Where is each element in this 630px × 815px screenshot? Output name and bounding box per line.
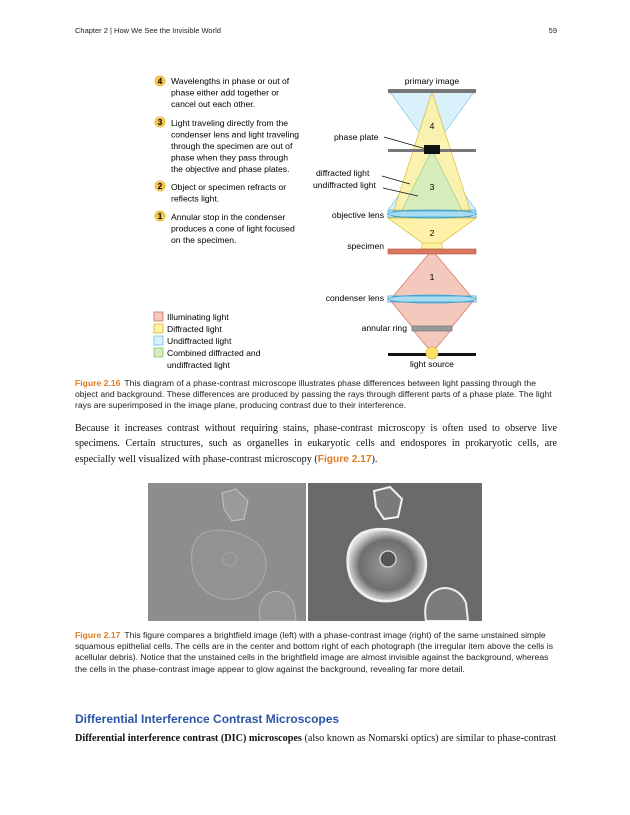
svg-text:through the specimen are out o: through the specimen are out of (171, 141, 293, 151)
step-4-line-2: phase either add together or (171, 87, 279, 98)
svg-text:2: 2 (157, 182, 163, 191)
label-primary-image: primary image (404, 76, 460, 86)
svg-text:Diffracted light: Diffracted light (167, 324, 222, 334)
figure-2-16-caption (75, 378, 557, 412)
step-3 (155, 117, 300, 175)
figure-2-17-caption (75, 630, 557, 675)
step-4-line-1: Wavelengths in phase or out of (171, 76, 290, 86)
label-undiffracted-light: undiffracted light (313, 180, 376, 190)
svg-text:Light traveling directly from: Light traveling directly from the (171, 118, 289, 128)
label-light-source: light source (410, 359, 454, 369)
svg-text:on the specimen.: on the specimen. (171, 235, 237, 245)
step-4 (155, 76, 290, 110)
zone-3: 3 (429, 182, 435, 192)
label-condenser-lens: condenser lens (325, 293, 384, 303)
legend (154, 312, 261, 370)
zone-4: 4 (429, 121, 435, 131)
svg-text:3: 3 (157, 118, 163, 127)
svg-text:1: 1 (157, 212, 163, 221)
figure-2-17-text: This figure compares a brightfield image (left) with a phase-contrast image (right) of the same unstained simple squamous epithelial cells. The cells are in the center and bottom right of each photograph (the irregular item above the cells is acellular debris). Notice that the unstained cells in the brightfield image are almost invisible against the background, whereas the cells in the phase-contrast image appear to glow against the background, revealing far more detail. (75, 630, 554, 674)
svg-text:4: 4 (157, 77, 163, 86)
paragraph-1: Because it increases contrast without requiring stains, phase-contrast microscopy is often used to observe live specimens. Certain structures, such as organelles in eukaryotic cells and endospores in prokaryotic cells, are especially well visualized with phase-contrast microscopy (Figure 2.17). (75, 423, 557, 465)
svg-text:Undiffracted light: Undiffracted light (167, 336, 232, 346)
zone-1: 1 (429, 272, 435, 282)
label-annular-ring: annular ring (361, 323, 407, 333)
figure-2-16-text: This diagram of a phase-contrast microscope illustrates phase differences between light passing through the object and background. These differences are produced by passing the rays through different parts of a phase plate. The light rays are superimposed in the image plane, producing contrast due to their interference. (75, 378, 552, 411)
page-number: 59 (548, 26, 557, 35)
label-objective-lens: objective lens (331, 210, 384, 220)
dic-term: Differential interference contrast (DIC) microscopes (75, 733, 302, 744)
svg-text:phase when they pass through: phase when they pass through (171, 152, 289, 163)
label-diffracted-light: diffracted light (316, 168, 370, 178)
zone-2: 2 (429, 228, 435, 238)
svg-text:the objective and phase plates: the objective and phase plates. (171, 164, 290, 174)
svg-text:Annular stop in the condenser: Annular stop in the condenser (171, 212, 286, 222)
svg-text:undiffracted light: undiffracted light (167, 360, 230, 370)
label-specimen: specimen (347, 241, 384, 251)
svg-text:Illuminating light: Illuminating light (167, 312, 229, 322)
svg-text:condenser lens and light trave: condenser lens and light traveling (171, 129, 300, 140)
step-2 (155, 181, 287, 204)
phase-contrast-diagram (148, 70, 488, 375)
paragraph-2: Differential interference contrast (DIC) microscopes (also known as Nomarski optics) are similar to phase-contrast (75, 733, 557, 744)
svg-text:Object or specimen refracts or: Object or specimen refracts or (171, 182, 287, 192)
figure-2-17-label: Figure 2.17 (75, 630, 121, 640)
svg-text:produces a cone of light focus: produces a cone of light focused (171, 223, 295, 234)
figure-2-17-link[interactable]: Figure 2.17 (317, 453, 372, 465)
step-4-line-3: cancel out each other. (171, 99, 256, 109)
running-header: Chapter 2 | How We See the Invisible World (75, 26, 221, 35)
svg-text:Combined diffracted and: Combined diffracted and (167, 348, 261, 358)
svg-text:reflects light.: reflects light. (171, 193, 220, 204)
figure-2-17-micrographs (148, 483, 482, 621)
step-1 (155, 211, 295, 246)
optical-path (388, 89, 476, 359)
figure-2-16-label: Figure 2.16 (75, 378, 121, 388)
label-phase-plate: phase plate (334, 132, 379, 142)
section-heading: Differential Interference Contrast Microscopes (75, 712, 340, 726)
